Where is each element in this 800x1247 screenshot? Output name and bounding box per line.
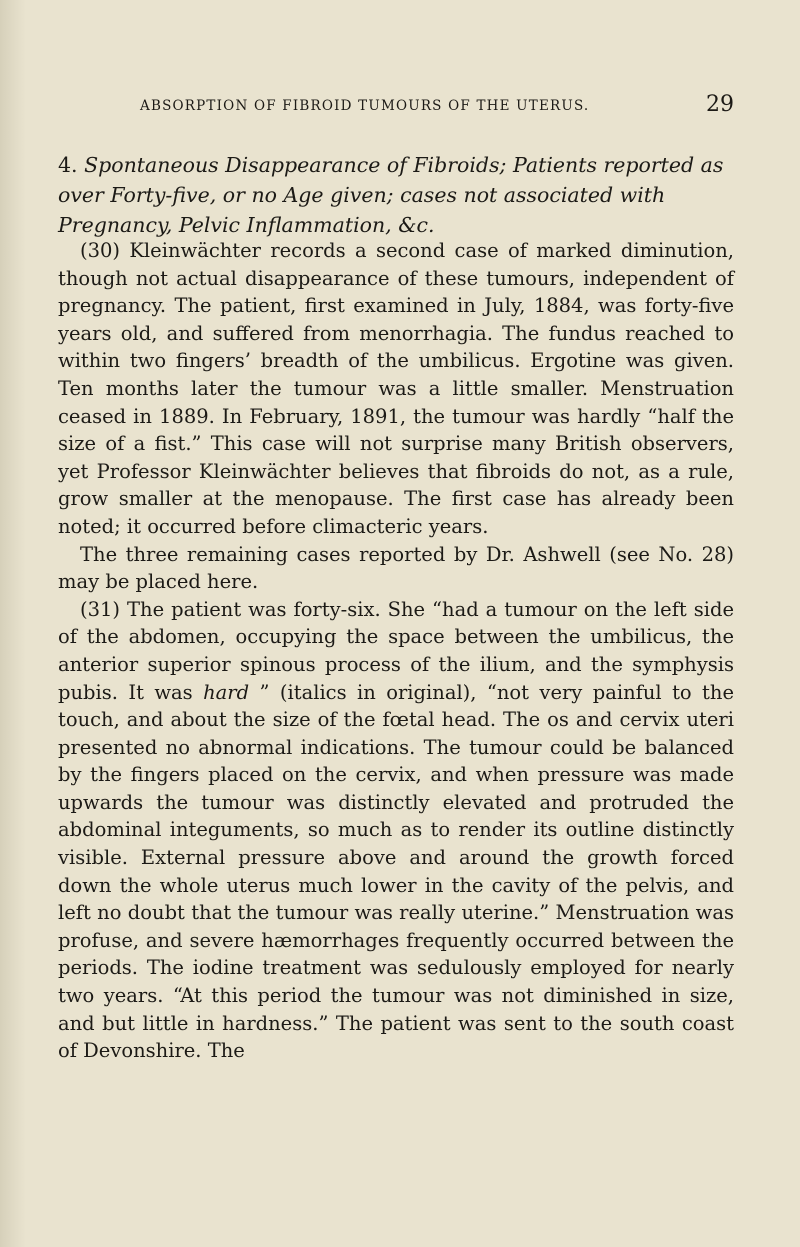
paragraph-case-30: (30) Kleinwächter records a second case of marked diminution, though not actual disappearance of these tumours, independent of pregnancy. The patient, first examined in July, 1884, was forty-five years old, and suffered from menorrhagia. The fundus reached to within two fingers’ breadth of the umbilicus. Ergotine was given. Ten months later the tumour was a little smaller. Menstruation ceased in 1889. In February, 1891, the tumour was hardly “half the size of a fist.” This case will not surprise many British observers, yet Professor Kleinwächter believes that fibroids do not, as a rule, grow smaller at the menopause. The first case has already been noted; it occurred before climacteric years. <box>58 239 734 538</box>
case-31-italic-word: hard <box>203 680 250 704</box>
paragraph-remaining-cases: The three remaining cases reported by Dr. Ashwell (see No. 28) may be placed here. <box>58 542 734 594</box>
paragraph-case-31 <box>58 596 734 1065</box>
body-text <box>58 237 734 1065</box>
running-head <box>58 94 734 120</box>
book-spine-shadow <box>0 0 26 1247</box>
section-heading <box>58 150 734 240</box>
section-number: 4. <box>58 153 78 177</box>
page-number: 29 <box>706 92 734 117</box>
case-31-text-start: (31) The patient was forty-six. She “had a tumour on the left side of the abdomen, occupying the space between the umbilicus, the anterior superior spinous process of the ilium, and the symphysis pubis. It was <box>58 597 734 704</box>
case-31-text-end: ” (italics in original), “not very painful to the touch, and about the size of the fœtal head. The os and cervix uteri presented no abnormal indications. The tumour could be balanced by the fingers placed on the cervix, and when pressure was made upwards the tumour was distinctly elevated and protruded the abdominal integuments, so much as to render its outline distinctly visible. External pressure above and around the growth forced down the whole uterus much lower in the cavity of the pelvis, and left no doubt that the tumour was really uterine.” Menstruation was profuse, and severe hæmorrhages frequently occurred between the periods. The iodine treatment was sedulously employed for nearly two years. “At this period the tumour was not diminished in size, and but little in hardness.” The patient was sent to the south coast of Devonshire. The <box>58 680 734 1063</box>
section-title: Spontaneous Disappearance of Fibroids; Patients reported as over Forty-five, or no Age given; cases not associated with Pregnancy, Pelvic Inflammation, &c. <box>58 153 724 237</box>
book-page <box>58 0 734 1247</box>
running-title: ABSORPTION OF FIBROID TUMOURS OF THE UTERUS. <box>140 98 590 114</box>
